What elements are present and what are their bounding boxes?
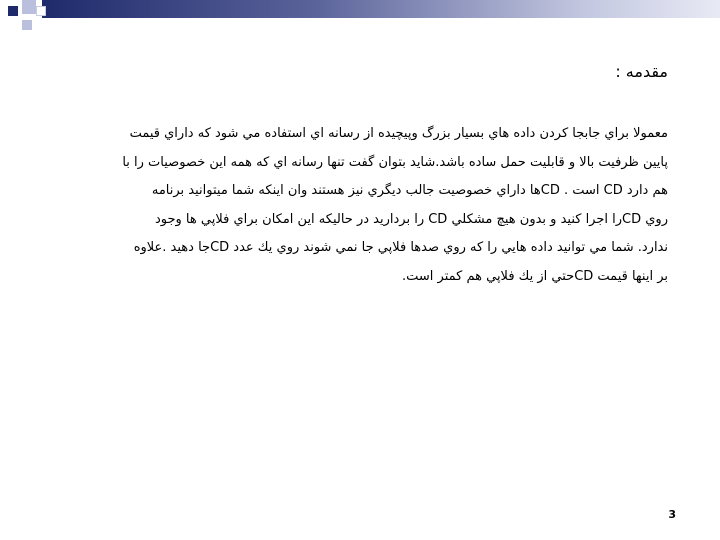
body-line: هم دارد CD است . CDها داراي خصوصيت جالب ديگري نيز هستند وان اينكه شما ميتوانيد برنامه [151, 183, 668, 198]
corner-square-outline [36, 6, 46, 16]
corner-square-small [22, 20, 32, 30]
slide-body [58, 120, 668, 291]
body-line: پايين ظرفيت بالا و قابليت حمل ساده باشد.شايد بتوان گفت تنها رسانه اي كه همه اين خصوصيات را با [122, 154, 668, 170]
page-number: 3 [668, 508, 676, 521]
body-line: روي CDرا اجرا كنيد و بدون هيچ مشكلي CD را برداريد در حاليكه اين امكان براي فلاپي ها وجود [154, 211, 668, 227]
slide-title: مقدمه : [615, 62, 668, 81]
header-bar [42, 0, 720, 18]
corner-square-light [22, 0, 36, 14]
body-line: بر اينها قيمت CDحتي از يك فلاپي هم كمتر است. [402, 268, 668, 284]
corner-square-dark [8, 6, 18, 16]
body-line: معمولا براي جابجا كردن داده هاي بسيار بزرگ وپيچيده از رسانه اي استفاده مي شود كه داراي قيمت [129, 126, 668, 141]
body-line: ندارد. شما مي توانيد داده هايي را كه روي صدها فلاپي جا نمي شوند روي يك عدد CDجا دهيد .علاوه [133, 240, 668, 255]
